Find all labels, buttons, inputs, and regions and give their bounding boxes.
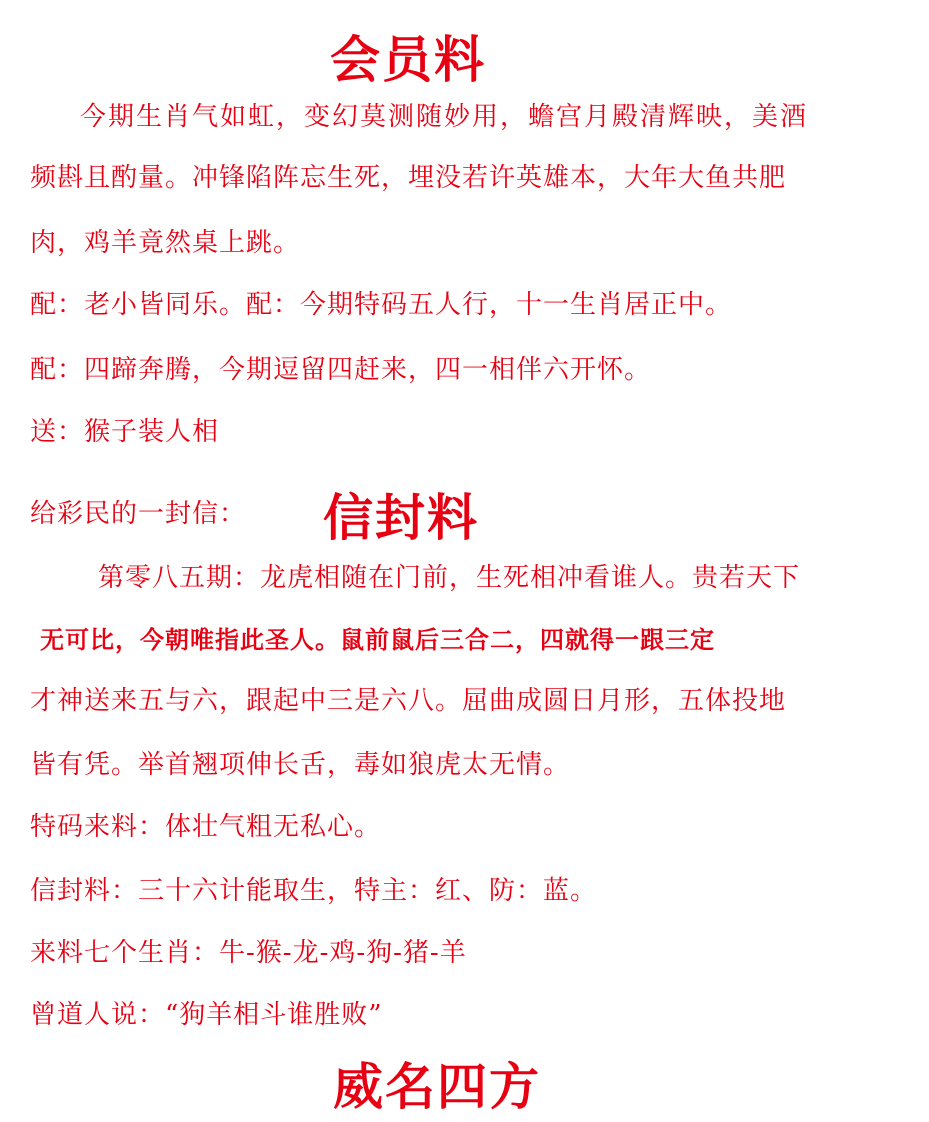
envelope-line-3: 才神送来五与六，跟起中三是六八。屈曲成圆日月形，五体投地: [30, 686, 787, 716]
section-title-envelope: 信封料: [323, 488, 479, 547]
pei-line-2: 配：四蹄奔腾，今期逗留四赶来，四一相伴六开怀。: [30, 355, 652, 385]
section-title-member: 会员料: [330, 30, 486, 89]
xinfeng-line: 信封料：三十六计能取生，特主：红、防：蓝。: [30, 876, 598, 906]
envelope-line-1: 第零八五期：龙虎相随在门前，生死相冲看谁人。贵若天下: [98, 563, 801, 593]
laoliao-line: 来料七个生肖：牛-猴-龙-鸡-狗-猪-羊: [30, 938, 467, 968]
letter-label: 给彩民的一封信：: [30, 499, 247, 529]
pei-line-1: 配：老小皆同乐。配：今期特码五人行，十一生肖居正中。: [30, 290, 733, 320]
poem-line-2: 频斟且酌量。冲锋陷阵忘生死，埋没若许英雄本，大年大鱼共肥: [30, 163, 787, 193]
poem-line-1: 今期生肖气如虹，变幻莫测随妙用，蟾宫月殿清辉映，美酒: [80, 102, 809, 132]
poem-line-3: 肉，鸡羊竟然桌上跳。: [30, 228, 301, 258]
song-line: 送：猴子装人相: [30, 417, 220, 447]
quote-line: 曾道人说：“狗羊相斗谁胜败”: [30, 1000, 383, 1030]
envelope-line-4: 皆有凭。举首翘项伸长舌，毒如狼虎太无情。: [30, 750, 571, 780]
tema-line: 特码来料：体壮气粗无私心。: [30, 812, 382, 842]
envelope-line-2: 无可比，今朝唯指此圣人。鼠前鼠后三合二，四就得一跟三定: [40, 626, 715, 654]
footer-title: 威名四方: [333, 1057, 541, 1116]
